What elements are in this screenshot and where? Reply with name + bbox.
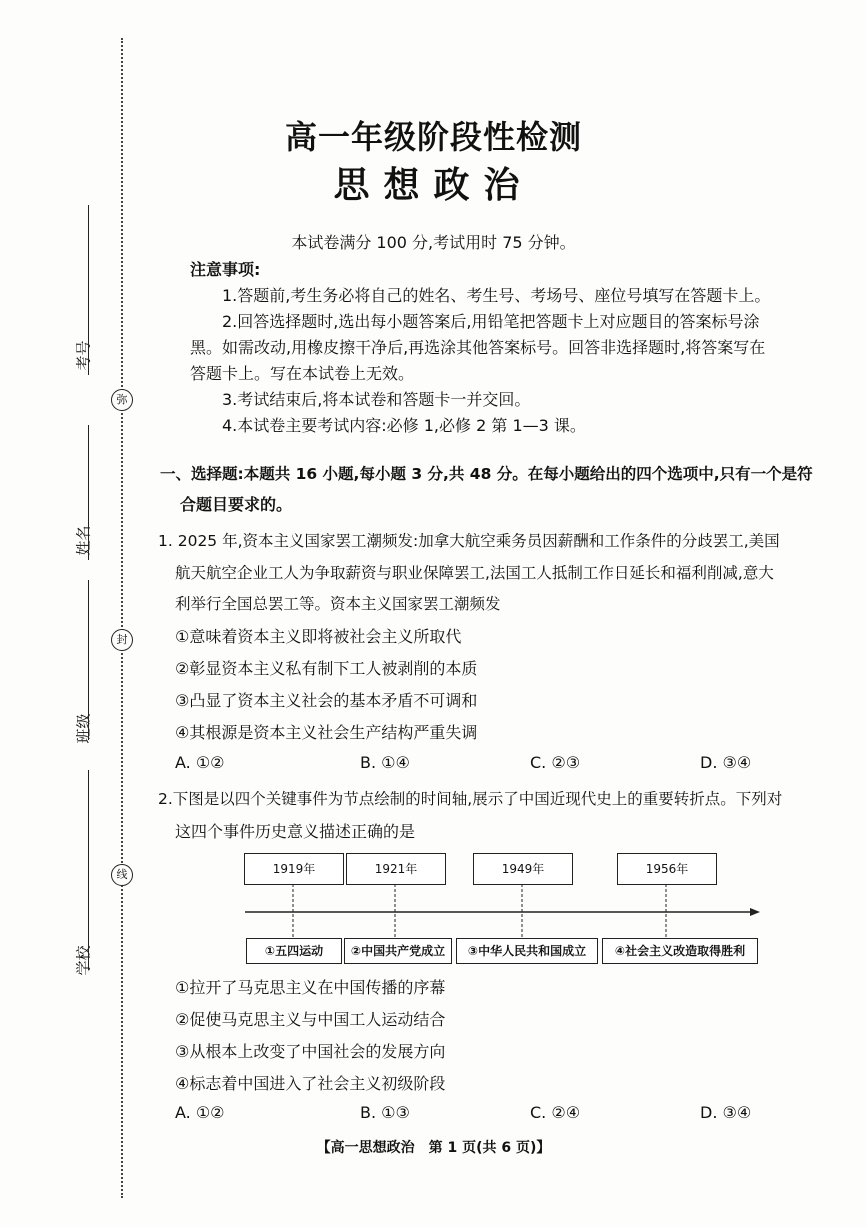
seal-char-feng: 封 — [111, 629, 133, 651]
name-label: 姓名 — [74, 525, 93, 556]
seal-char-mi: 弥 — [111, 389, 133, 411]
q2-option-c[interactable]: C. ②④ — [530, 1103, 581, 1122]
seal-char-xian: 线 — [111, 864, 133, 886]
section-heading-cont: 合题目要求的。 — [180, 495, 293, 514]
q1-stem-line: 利举行全国总罢工等。资本主义国家罢工潮频发 — [175, 595, 501, 613]
q2-item: ④标志着中国进入了社会主义初级阶段 — [175, 1074, 446, 1093]
page-footer: 【高一思想政治 第 1 页(共 6 页)】 — [316, 1140, 551, 1156]
q2-item: ②促使马克思主义与中国工人运动结合 — [175, 1010, 446, 1029]
q1-item: ②彰显资本主义私有制下工人被剥削的本质 — [175, 659, 478, 678]
timeline-event: ②中国共产党成立 — [344, 938, 452, 964]
q2-option-a[interactable]: A. ①② — [175, 1103, 225, 1122]
q2-option-b[interactable]: B. ①③ — [360, 1103, 410, 1122]
school-label: 学校 — [74, 945, 93, 976]
notice-line: 4.本试卷主要考试内容:必修 1,必修 2 第 1—3 课。 — [222, 416, 586, 435]
q2-item: ③从根本上改变了中国社会的发展方向 — [175, 1042, 446, 1061]
timeline-year: 1949年 — [473, 853, 573, 885]
q1-option-b[interactable]: B. ①④ — [360, 753, 410, 772]
class-underline — [88, 580, 89, 740]
notice-line: 2.回答选择题时,选出每小题答案后,用铅笔把答题卡上对应题目的答案标号涂 — [222, 312, 760, 331]
name-underline — [88, 425, 89, 560]
q2-stem-line: 2.下图是以四个关键事件为节点绘制的时间轴,展示了中国近现代史上的重要转折点。下列对 — [158, 790, 783, 808]
class-label: 班级 — [74, 713, 93, 744]
timeline-event: ③中华人民共和国成立 — [456, 938, 598, 964]
exam-title: 高一年级阶段性检测 — [284, 118, 582, 156]
q2-option-d[interactable]: D. ③④ — [700, 1103, 752, 1122]
school-underline — [88, 770, 89, 970]
q1-item: ③凸显了资本主义社会的基本矛盾不可调和 — [175, 691, 478, 710]
notice-line: 3.考试结束后,将本试卷和答题卡一并交回。 — [222, 390, 531, 409]
notice-line: 答题卡上。写在本试卷上无效。 — [190, 364, 415, 383]
q1-option-d[interactable]: D. ③④ — [700, 753, 752, 772]
notice-heading: 注意事项: — [190, 260, 261, 279]
q1-item: ①意味着资本主义即将被社会主义所取代 — [175, 627, 462, 646]
q2-stem-line: 这四个事件历史意义描述正确的是 — [175, 822, 416, 841]
exam-meta: 本试卷满分 100 分,考试用时 75 分钟。 — [291, 233, 576, 252]
q1-stem-line: 航天航空企业工人为争取薪资与职业保障罢工,法国工人抵制工作日延长和福利削减,意大 — [175, 564, 774, 582]
timeline-event: ④社会主义改造取得胜利 — [602, 938, 758, 964]
q1-stem-line: 1. 2025 年,资本主义国家罢工潮频发:加拿大航空乘务员因薪酬和工作条件的分歧罢工,美国 — [158, 532, 780, 550]
timeline-year: 1919年 — [244, 853, 344, 885]
timeline-event: ①五四运动 — [246, 938, 342, 964]
section-heading: 一、选择题:本题共 16 小题,每小题 3 分,共 48 分。在每小题给出的四个选项中,只有一个是符 — [160, 465, 813, 483]
q2-item: ①拉开了马克思主义在中国传播的序幕 — [175, 978, 446, 997]
timeline-year: 1921年 — [346, 853, 446, 885]
timeline-year: 1956年 — [617, 853, 717, 885]
q1-item: ④其根源是资本主义社会生产结构严重失调 — [175, 723, 478, 742]
notice-line: 黑。如需改动,用橡皮擦干净后,再选涂其他答案标号。回答非选择题时,将答案写在 — [190, 338, 766, 357]
q1-option-c[interactable]: C. ②③ — [530, 753, 581, 772]
q1-option-a[interactable]: A. ①② — [175, 753, 225, 772]
binding-line — [121, 38, 123, 1198]
notice-line: 1.答题前,考生务必将自己的姓名、考生号、考场号、座位号填写在答题卡上。 — [222, 286, 771, 305]
timeline-arrow — [750, 908, 760, 916]
exam-no-label: 考号 — [74, 340, 93, 371]
subject-title: 思想政治 — [333, 165, 534, 206]
